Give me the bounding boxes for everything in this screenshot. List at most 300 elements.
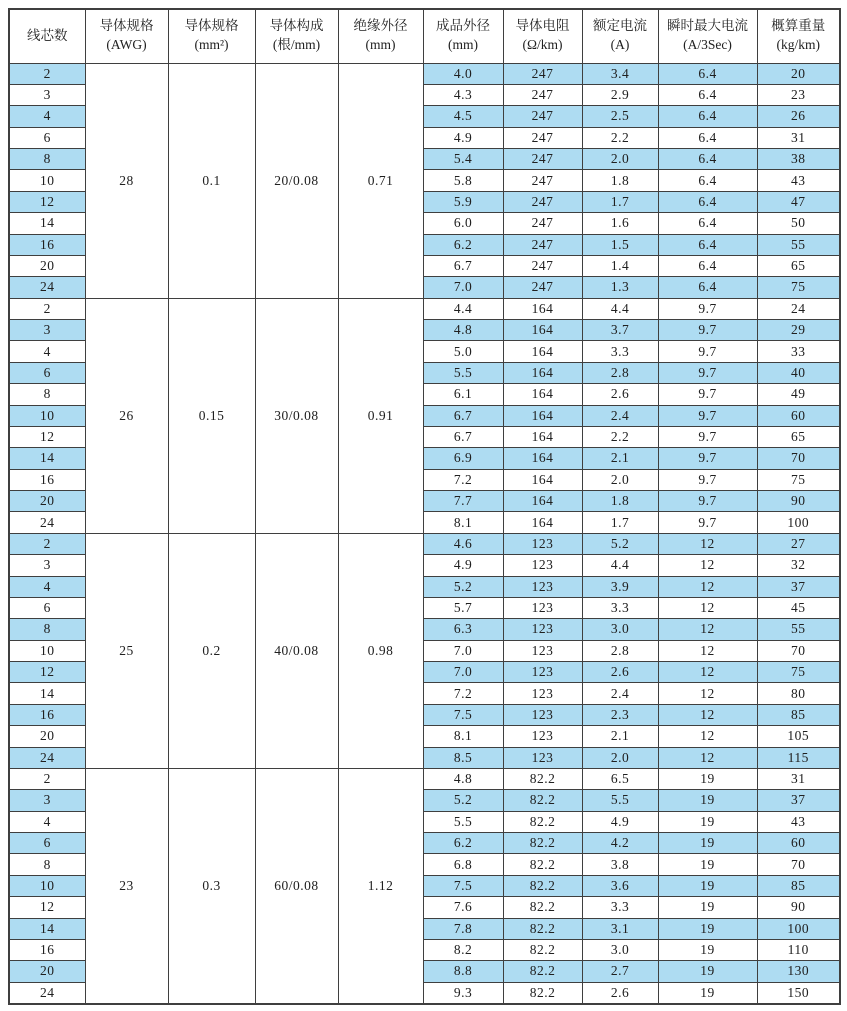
cell-resistance: 123: [503, 683, 582, 704]
cell-rated_current: 1.3: [582, 277, 658, 298]
cell-finished_od: 5.2: [423, 576, 503, 597]
cell-cores: 16: [9, 234, 85, 255]
cell-finished_od: 4.5: [423, 106, 503, 127]
cell-rated_current: 3.1: [582, 918, 658, 939]
cell-cores: 2: [9, 533, 85, 554]
cell-rated_current: 4.9: [582, 811, 658, 832]
cell-cores: 3: [9, 555, 85, 576]
cell-cores: 6: [9, 833, 85, 854]
cell-max_current: 12: [658, 555, 757, 576]
cell-weight: 60: [757, 405, 840, 426]
cell-resistance: 123: [503, 555, 582, 576]
cell-insulation_od-merged: 0.91: [338, 298, 423, 533]
cell-max_current: 19: [658, 833, 757, 854]
cell-finished_od: 6.8: [423, 854, 503, 875]
cell-rated_current: 3.4: [582, 63, 658, 84]
column-header-unit: (Ω/km): [522, 37, 563, 53]
cell-resistance: 247: [503, 149, 582, 170]
cell-rated_current: 3.9: [582, 576, 658, 597]
cell-cores: 10: [9, 170, 85, 191]
cell-resistance: 247: [503, 63, 582, 84]
cell-resistance: 164: [503, 448, 582, 469]
table-header-row: [9, 9, 840, 63]
cell-construction-merged: 20/0.08: [255, 63, 338, 298]
cell-finished_od: 6.7: [423, 255, 503, 276]
cell-weight: 75: [757, 469, 840, 490]
cell-finished_od: 7.0: [423, 662, 503, 683]
cell-rated_current: 2.8: [582, 640, 658, 661]
cell-finished_od: 6.2: [423, 234, 503, 255]
cell-max_current: 6.4: [658, 63, 757, 84]
cell-resistance: 247: [503, 127, 582, 148]
cell-rated_current: 4.4: [582, 555, 658, 576]
cell-weight: 100: [757, 918, 840, 939]
cell-finished_od: 9.3: [423, 982, 503, 1003]
cell-insulation_od-merged: 0.98: [338, 533, 423, 768]
cell-finished_od: 5.5: [423, 811, 503, 832]
cell-weight: 100: [757, 512, 840, 533]
cell-cores: 16: [9, 704, 85, 725]
cell-mm2-merged: 0.3: [168, 768, 255, 1003]
column-header-unit: (A): [610, 37, 630, 53]
column-header-title: 导体电阻: [515, 18, 570, 34]
cell-cores: 4: [9, 576, 85, 597]
cell-resistance: 123: [503, 747, 582, 768]
cell-weight: 37: [757, 790, 840, 811]
table-row: [9, 298, 840, 319]
cell-cores: 6: [9, 127, 85, 148]
cell-cores: 8: [9, 619, 85, 640]
cell-mm2-merged: 0.15: [168, 298, 255, 533]
cell-cores: 16: [9, 939, 85, 960]
cell-finished_od: 4.8: [423, 320, 503, 341]
cell-weight: 32: [757, 555, 840, 576]
cell-weight: 105: [757, 726, 840, 747]
cell-max_current: 19: [658, 961, 757, 982]
cell-awg-merged: 26: [85, 298, 168, 533]
cell-awg-merged: 28: [85, 63, 168, 298]
cell-rated_current: 2.8: [582, 362, 658, 383]
cell-cores: 3: [9, 84, 85, 105]
cell-cores: 4: [9, 106, 85, 127]
cell-max_current: 19: [658, 790, 757, 811]
column-header-unit: (根/mm): [272, 37, 321, 53]
cell-weight: 26: [757, 106, 840, 127]
cell-rated_current: 2.6: [582, 982, 658, 1003]
column-header-title: 瞬时最大电流: [667, 18, 748, 34]
cell-cores: 14: [9, 918, 85, 939]
cell-finished_od: 6.7: [423, 426, 503, 447]
cell-resistance: 123: [503, 576, 582, 597]
cell-max_current: 9.7: [658, 512, 757, 533]
cell-max_current: 6.4: [658, 84, 757, 105]
cell-max_current: 19: [658, 982, 757, 1003]
cell-rated_current: 2.4: [582, 683, 658, 704]
cell-rated_current: 4.2: [582, 833, 658, 854]
cell-max_current: 12: [658, 726, 757, 747]
cell-weight: 110: [757, 939, 840, 960]
cell-rated_current: 3.8: [582, 854, 658, 875]
cell-cores: 24: [9, 982, 85, 1003]
cell-rated_current: 2.1: [582, 726, 658, 747]
cell-weight: 50: [757, 213, 840, 234]
cell-rated_current: 2.6: [582, 384, 658, 405]
cell-rated_current: 1.7: [582, 191, 658, 212]
cell-finished_od: 7.6: [423, 897, 503, 918]
cell-rated_current: 1.7: [582, 512, 658, 533]
cell-max_current: 12: [658, 619, 757, 640]
cell-finished_od: 5.8: [423, 170, 503, 191]
cell-max_current: 6.4: [658, 127, 757, 148]
cell-rated_current: 3.0: [582, 619, 658, 640]
cell-max_current: 19: [658, 939, 757, 960]
cell-resistance: 247: [503, 84, 582, 105]
cell-resistance: 82.2: [503, 854, 582, 875]
cell-cores: 4: [9, 341, 85, 362]
column-header-title: 概算重量: [771, 18, 826, 34]
cell-resistance: 164: [503, 362, 582, 383]
cell-rated_current: 1.5: [582, 234, 658, 255]
cell-resistance: 82.2: [503, 918, 582, 939]
cell-cores: 3: [9, 790, 85, 811]
cell-weight: 70: [757, 640, 840, 661]
cell-cores: 20: [9, 255, 85, 276]
cell-finished_od: 8.1: [423, 726, 503, 747]
cell-weight: 31: [757, 127, 840, 148]
cell-resistance: 164: [503, 491, 582, 512]
cell-max_current: 6.4: [658, 255, 757, 276]
cell-max_current: 9.7: [658, 362, 757, 383]
cell-rated_current: 1.6: [582, 213, 658, 234]
cell-finished_od: 5.4: [423, 149, 503, 170]
cell-rated_current: 3.3: [582, 597, 658, 618]
cell-weight: 90: [757, 491, 840, 512]
cell-construction-merged: 60/0.08: [255, 768, 338, 1003]
cell-max_current: 12: [658, 597, 757, 618]
cell-weight: 130: [757, 961, 840, 982]
cell-weight: 60: [757, 833, 840, 854]
cell-resistance: 164: [503, 469, 582, 490]
cell-rated_current: 2.6: [582, 662, 658, 683]
cell-weight: 65: [757, 255, 840, 276]
cell-finished_od: 5.2: [423, 790, 503, 811]
cell-weight: 43: [757, 170, 840, 191]
column-header-title: 额定电流: [593, 18, 647, 34]
cell-max_current: 6.4: [658, 191, 757, 212]
table-row: [9, 533, 840, 554]
cell-finished_od: 8.8: [423, 961, 503, 982]
cell-weight: 150: [757, 982, 840, 1003]
cell-weight: 70: [757, 854, 840, 875]
cell-cores: 10: [9, 640, 85, 661]
cell-rated_current: 2.0: [582, 149, 658, 170]
cell-rated_current: 2.3: [582, 704, 658, 725]
cell-rated_current: 5.2: [582, 533, 658, 554]
cell-finished_od: 7.7: [423, 491, 503, 512]
cell-rated_current: 2.5: [582, 106, 658, 127]
cell-cores: 24: [9, 512, 85, 533]
cell-resistance: 247: [503, 191, 582, 212]
table-body: [9, 63, 840, 1004]
cell-rated_current: 2.7: [582, 961, 658, 982]
cell-insulation_od-merged: 1.12: [338, 768, 423, 1003]
cell-weight: 75: [757, 277, 840, 298]
cell-rated_current: 3.3: [582, 897, 658, 918]
cell-max_current: 6.4: [658, 213, 757, 234]
cell-mm2-merged: 0.2: [168, 533, 255, 768]
cell-cores: 3: [9, 320, 85, 341]
cell-resistance: 82.2: [503, 790, 582, 811]
cell-rated_current: 2.2: [582, 426, 658, 447]
column-header-unit: (mm): [448, 37, 478, 53]
cell-weight: 55: [757, 234, 840, 255]
cell-resistance: 123: [503, 726, 582, 747]
cell-cores: 2: [9, 768, 85, 789]
cell-resistance: 82.2: [503, 982, 582, 1003]
cell-weight: 80: [757, 683, 840, 704]
cell-weight: 23: [757, 84, 840, 105]
cell-resistance: 82.2: [503, 939, 582, 960]
cell-resistance: 82.2: [503, 811, 582, 832]
cell-max_current: 6.4: [658, 234, 757, 255]
cell-weight: 43: [757, 811, 840, 832]
column-header-insulation_od: [338, 9, 423, 63]
cell-max_current: 6.4: [658, 170, 757, 191]
cell-rated_current: 2.1: [582, 448, 658, 469]
cell-rated_current: 2.0: [582, 747, 658, 768]
cell-finished_od: 6.2: [423, 833, 503, 854]
cell-resistance: 82.2: [503, 875, 582, 896]
cell-weight: 115: [757, 747, 840, 768]
cell-finished_od: 7.0: [423, 277, 503, 298]
cell-max_current: 9.7: [658, 384, 757, 405]
cell-weight: 70: [757, 448, 840, 469]
cell-resistance: 247: [503, 213, 582, 234]
cell-resistance: 164: [503, 384, 582, 405]
cell-max_current: 19: [658, 897, 757, 918]
column-header-mm2: [168, 9, 255, 63]
cell-resistance: 82.2: [503, 961, 582, 982]
cell-finished_od: 4.9: [423, 555, 503, 576]
cell-finished_od: 4.8: [423, 768, 503, 789]
cell-max_current: 9.7: [658, 469, 757, 490]
cell-finished_od: 4.3: [423, 84, 503, 105]
cell-max_current: 19: [658, 854, 757, 875]
cell-resistance: 123: [503, 640, 582, 661]
cell-weight: 29: [757, 320, 840, 341]
cell-rated_current: 2.4: [582, 405, 658, 426]
cell-cores: 20: [9, 491, 85, 512]
cell-max_current: 9.7: [658, 448, 757, 469]
cell-rated_current: 2.9: [582, 84, 658, 105]
column-header-title: 线芯数: [27, 27, 68, 43]
cell-cores: 8: [9, 384, 85, 405]
cell-cores: 12: [9, 426, 85, 447]
cell-weight: 33: [757, 341, 840, 362]
cell-resistance: 123: [503, 662, 582, 683]
cell-max_current: 12: [658, 747, 757, 768]
column-header-unit: (mm): [365, 37, 396, 53]
cell-finished_od: 6.7: [423, 405, 503, 426]
cell-max_current: 19: [658, 875, 757, 896]
column-header-title: 导体规格: [184, 18, 239, 34]
cell-finished_od: 5.5: [423, 362, 503, 383]
cell-cores: 10: [9, 875, 85, 896]
cell-resistance: 82.2: [503, 768, 582, 789]
cell-weight: 85: [757, 704, 840, 725]
cell-cores: 16: [9, 469, 85, 490]
table-header: [9, 9, 840, 63]
cell-max_current: 9.7: [658, 491, 757, 512]
cell-weight: 75: [757, 662, 840, 683]
cell-finished_od: 8.1: [423, 512, 503, 533]
cell-cores: 24: [9, 747, 85, 768]
cell-finished_od: 8.2: [423, 939, 503, 960]
cell-max_current: 12: [658, 576, 757, 597]
cell-max_current: 9.7: [658, 320, 757, 341]
cell-weight: 45: [757, 597, 840, 618]
cell-weight: 40: [757, 362, 840, 383]
cell-cores: 20: [9, 961, 85, 982]
cell-max_current: 9.7: [658, 341, 757, 362]
cell-finished_od: 6.0: [423, 213, 503, 234]
cell-finished_od: 4.0: [423, 63, 503, 84]
cell-construction-merged: 30/0.08: [255, 298, 338, 533]
cell-max_current: 6.4: [658, 106, 757, 127]
column-header-awg: [85, 9, 168, 63]
cell-construction-merged: 40/0.08: [255, 533, 338, 768]
column-header-unit: (mm²): [194, 37, 229, 53]
cell-finished_od: 7.8: [423, 918, 503, 939]
cell-resistance: 82.2: [503, 897, 582, 918]
cell-cores: 24: [9, 277, 85, 298]
cell-finished_od: 5.0: [423, 341, 503, 362]
cell-max_current: 9.7: [658, 298, 757, 319]
cell-rated_current: 5.5: [582, 790, 658, 811]
cell-cores: 14: [9, 213, 85, 234]
cell-weight: 47: [757, 191, 840, 212]
column-header-title: 导体构成: [269, 18, 324, 34]
cell-resistance: 123: [503, 597, 582, 618]
cell-cores: 10: [9, 405, 85, 426]
cell-resistance: 247: [503, 106, 582, 127]
cell-awg-merged: 25: [85, 533, 168, 768]
cell-resistance: 164: [503, 426, 582, 447]
cell-weight: 37: [757, 576, 840, 597]
cell-cores: 14: [9, 683, 85, 704]
cell-resistance: 123: [503, 704, 582, 725]
cell-resistance: 82.2: [503, 833, 582, 854]
cell-finished_od: 6.9: [423, 448, 503, 469]
cell-weight: 85: [757, 875, 840, 896]
cell-resistance: 164: [503, 512, 582, 533]
cell-cores: 8: [9, 854, 85, 875]
cell-max_current: 9.7: [658, 426, 757, 447]
cell-max_current: 12: [658, 533, 757, 554]
cell-weight: 24: [757, 298, 840, 319]
cell-max_current: 6.4: [658, 277, 757, 298]
cell-cores: 6: [9, 362, 85, 383]
cell-finished_od: 7.2: [423, 469, 503, 490]
cell-cores: 8: [9, 149, 85, 170]
cell-rated_current: 2.0: [582, 469, 658, 490]
cell-resistance: 164: [503, 341, 582, 362]
cell-weight: 55: [757, 619, 840, 640]
cell-cores: 12: [9, 897, 85, 918]
column-header-title: 导体规格: [99, 18, 154, 34]
cell-rated_current: 3.6: [582, 875, 658, 896]
cell-rated_current: 3.0: [582, 939, 658, 960]
cell-max_current: 12: [658, 640, 757, 661]
cell-rated_current: 1.8: [582, 170, 658, 191]
cell-resistance: 164: [503, 320, 582, 341]
cell-rated_current: 3.3: [582, 341, 658, 362]
cell-cores: 12: [9, 662, 85, 683]
cell-max_current: 19: [658, 768, 757, 789]
cell-rated_current: 1.4: [582, 255, 658, 276]
cell-mm2-merged: 0.1: [168, 63, 255, 298]
cell-insulation_od-merged: 0.71: [338, 63, 423, 298]
cell-max_current: 12: [658, 683, 757, 704]
column-header-max_current: [658, 9, 757, 63]
cell-finished_od: 7.2: [423, 683, 503, 704]
cell-finished_od: 4.6: [423, 533, 503, 554]
cell-rated_current: 4.4: [582, 298, 658, 319]
cell-weight: 20: [757, 63, 840, 84]
column-header-resistance: [503, 9, 582, 63]
cell-weight: 65: [757, 426, 840, 447]
cell-resistance: 123: [503, 619, 582, 640]
cell-cores: 12: [9, 191, 85, 212]
column-header-construction: [255, 9, 338, 63]
cell-finished_od: 5.9: [423, 191, 503, 212]
column-header-title: 绝缘外径: [353, 18, 408, 34]
cell-cores: 20: [9, 726, 85, 747]
cell-weight: 38: [757, 149, 840, 170]
column-header-weight: [757, 9, 840, 63]
cell-max_current: 19: [658, 918, 757, 939]
cell-rated_current: 1.8: [582, 491, 658, 512]
cell-weight: 49: [757, 384, 840, 405]
cell-rated_current: 6.5: [582, 768, 658, 789]
cell-finished_od: 7.5: [423, 704, 503, 725]
cell-cores: 6: [9, 597, 85, 618]
column-header-cores: [9, 9, 85, 63]
cell-resistance: 123: [503, 533, 582, 554]
cell-finished_od: 4.9: [423, 127, 503, 148]
cell-awg-merged: 23: [85, 768, 168, 1003]
table-row: [9, 768, 840, 789]
cell-finished_od: 7.5: [423, 875, 503, 896]
cell-resistance: 164: [503, 298, 582, 319]
cell-max_current: 19: [658, 811, 757, 832]
column-header-unit: (kg/km): [776, 37, 820, 53]
cell-cores: 2: [9, 298, 85, 319]
cell-finished_od: 7.0: [423, 640, 503, 661]
column-header-rated_current: [582, 9, 658, 63]
cell-max_current: 6.4: [658, 149, 757, 170]
cell-resistance: 247: [503, 170, 582, 191]
cable-spec-table: [8, 8, 841, 1005]
cell-cores: 4: [9, 811, 85, 832]
cell-max_current: 9.7: [658, 405, 757, 426]
cell-cores: 14: [9, 448, 85, 469]
column-header-unit: (A/3Sec): [683, 37, 732, 53]
cell-resistance: 247: [503, 234, 582, 255]
cell-weight: 31: [757, 768, 840, 789]
cell-rated_current: 3.7: [582, 320, 658, 341]
column-header-finished_od: [423, 9, 503, 63]
